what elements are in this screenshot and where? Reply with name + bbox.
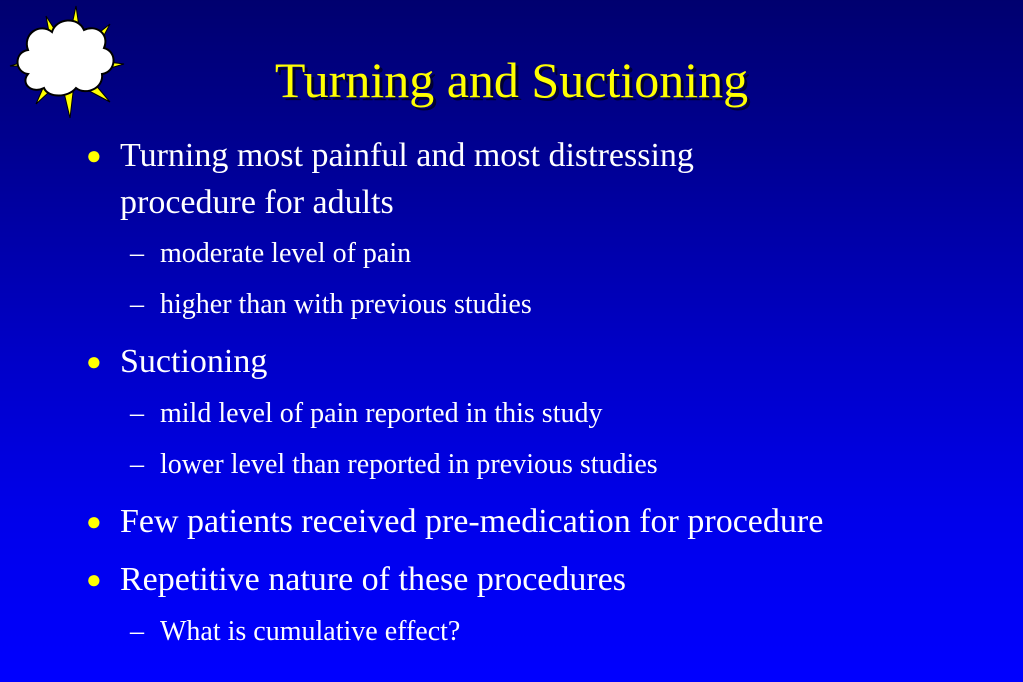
bullet-dot-icon: ● [86, 141, 102, 170]
sub-bullet-text: higher than with previous studies [160, 289, 532, 320]
dash-marker: – [130, 616, 144, 647]
bullet-text: Suctioning [120, 343, 268, 380]
sub-bullet-item [130, 614, 1000, 650]
dash-marker: – [130, 398, 144, 429]
bullet-text: Turning most painful and most distressing [120, 137, 694, 174]
bullet-text: Repetitive nature of these procedures [120, 561, 627, 598]
bullet-text: Few patients received pre-medication for procedure [120, 503, 824, 540]
dash-marker: – [130, 289, 144, 320]
bullet-dot-icon: ● [86, 507, 102, 536]
bullet-dot-icon: ● [86, 565, 102, 594]
dash-marker: – [130, 238, 144, 269]
bullet-text-continued: procedure for adults [120, 184, 394, 221]
sub-bullet-text: mild level of pain reported in this study [160, 398, 603, 429]
bullet-item [86, 556, 1000, 603]
slide-title: Turning and Suctioning [274, 52, 749, 108]
sub-bullet-text: lower level than reported in previous studies [160, 449, 658, 480]
sub-bullet-item [130, 236, 1000, 272]
bullet-dot-icon: ● [86, 347, 102, 376]
sub-bullet-item [130, 396, 1000, 432]
sub-bullet-text: moderate level of pain [160, 238, 412, 269]
bullet-item [86, 338, 1000, 385]
sub-bullet-text: What is cumulative effect? [160, 616, 461, 647]
bullet-item [86, 132, 1000, 226]
sub-bullet-item [130, 287, 1000, 323]
dash-marker: – [130, 449, 144, 480]
bullet-item [86, 498, 1000, 545]
sub-bullet-item [130, 447, 1000, 483]
